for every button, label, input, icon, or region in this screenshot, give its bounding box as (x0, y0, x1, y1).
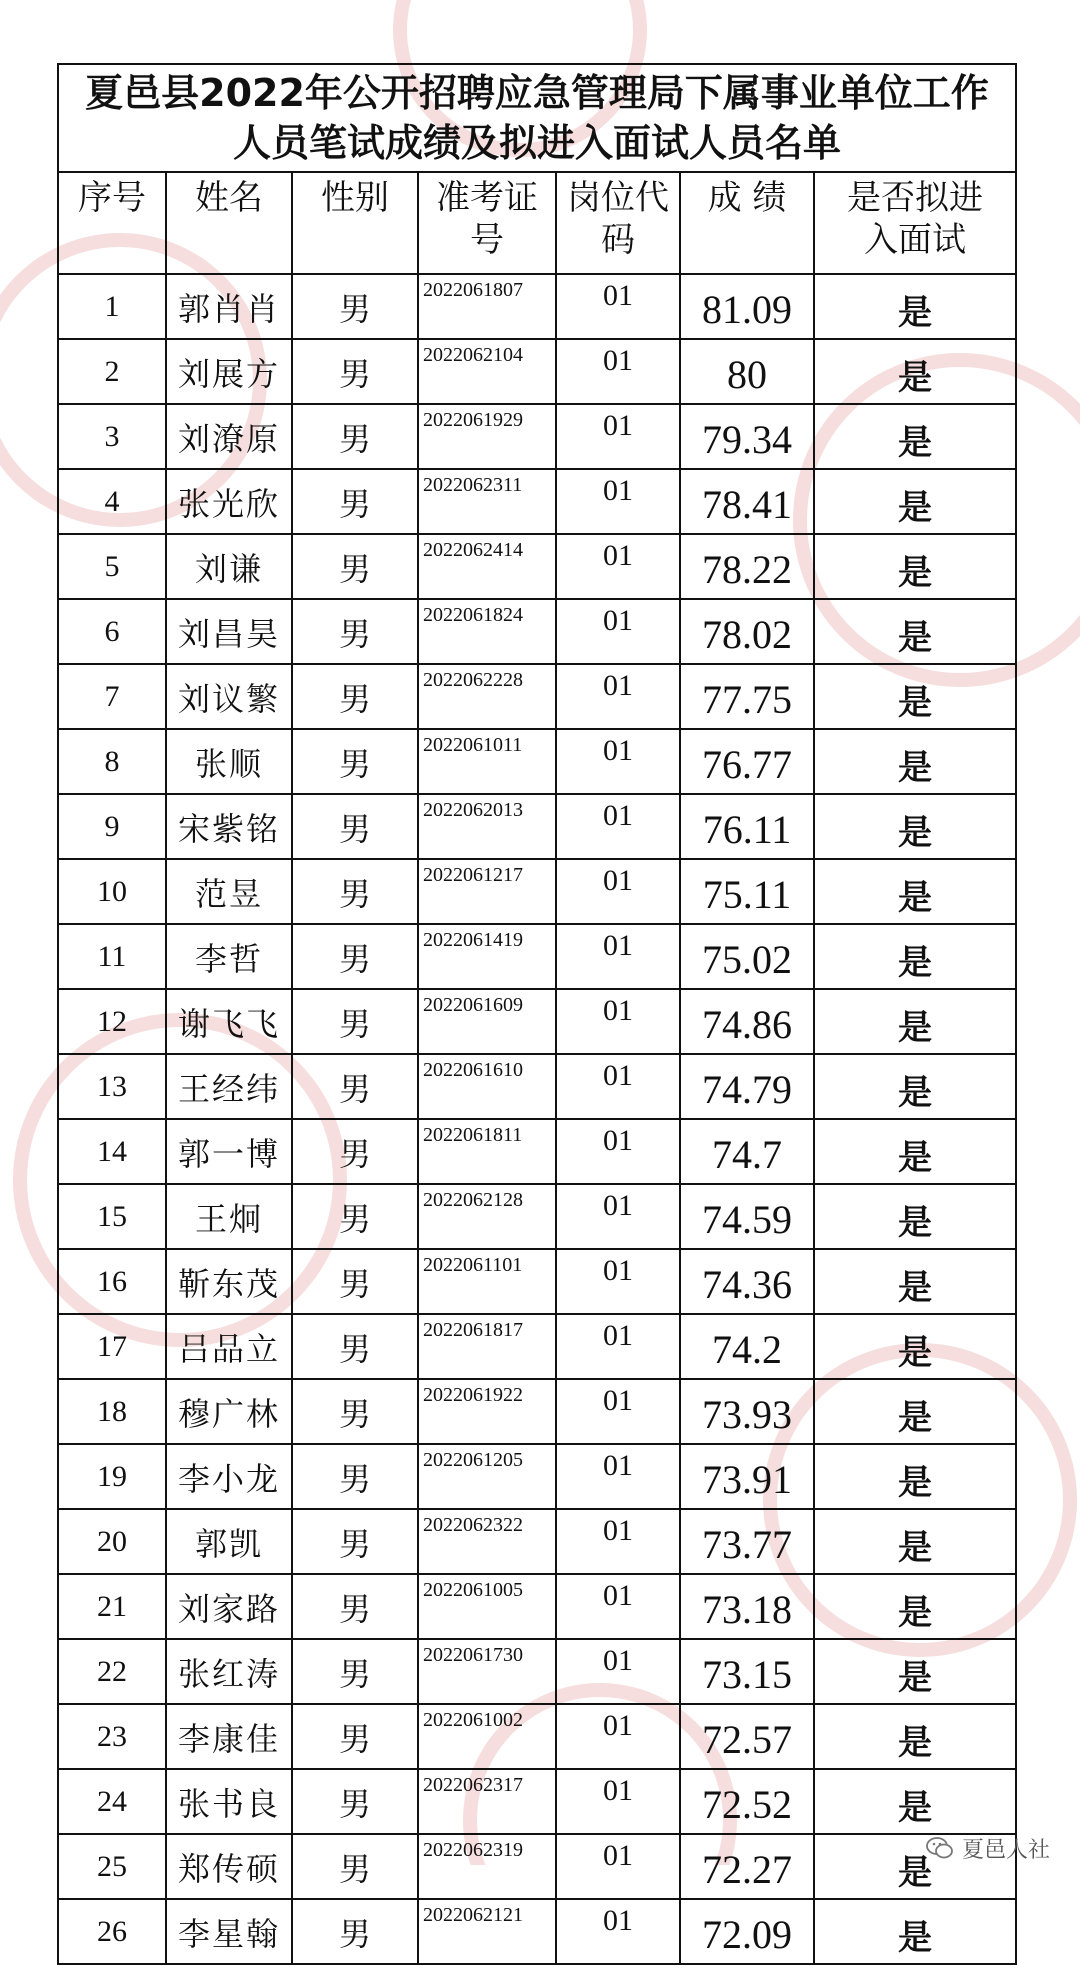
cell-name: 刘谦 (166, 534, 292, 599)
cell-interview: 是 (814, 469, 1016, 534)
cell-score: 72.09 (680, 1899, 814, 1964)
cell-exam-number: 2022061205 (418, 1444, 556, 1509)
cell-gender: 男 (292, 664, 418, 729)
cell-index: 25 (58, 1834, 166, 1899)
cell-index: 19 (58, 1444, 166, 1509)
cell-interview: 是 (814, 1834, 1016, 1899)
cell-score: 78.41 (680, 469, 814, 534)
cell-exam-number: 2022061922 (418, 1379, 556, 1444)
cell-index: 6 (58, 599, 166, 664)
cell-interview: 是 (814, 1119, 1016, 1184)
cell-post-code: 01 (556, 859, 680, 924)
cell-name: 刘议繁 (166, 664, 292, 729)
cell-interview: 是 (814, 924, 1016, 989)
cell-name: 范昱 (166, 859, 292, 924)
cell-exam-number: 2022061101 (418, 1249, 556, 1314)
cell-post-code: 01 (556, 794, 680, 859)
footer-brand-label: 夏邑人社 (961, 1837, 1050, 1863)
cell-name: 刘家路 (166, 1574, 292, 1639)
cell-exam-number: 2022061929 (418, 404, 556, 469)
cell-gender: 男 (292, 1444, 418, 1509)
cell-interview: 是 (814, 1639, 1016, 1704)
cell-score: 73.91 (680, 1444, 814, 1509)
cell-index: 3 (58, 404, 166, 469)
header-interview-line1: 是否拟进 (847, 178, 984, 218)
cell-gender: 男 (292, 1769, 418, 1834)
cell-gender: 男 (292, 339, 418, 404)
cell-post-code: 01 (556, 1314, 680, 1379)
cell-post-code: 01 (556, 1639, 680, 1704)
header-interview (814, 172, 1016, 274)
cell-interview: 是 (814, 1509, 1016, 1574)
cell-interview: 是 (814, 1899, 1016, 1964)
cell-name: 李星翰 (166, 1899, 292, 1964)
cell-score: 78.02 (680, 599, 814, 664)
cell-score: 74.7 (680, 1119, 814, 1184)
cell-interview: 是 (814, 1184, 1016, 1249)
table-row (58, 469, 1016, 534)
cell-score: 73.15 (680, 1639, 814, 1704)
cell-exam-number: 2022061005 (418, 1574, 556, 1639)
header-exam-number (418, 172, 556, 274)
cell-post-code: 01 (556, 924, 680, 989)
cell-index: 11 (58, 924, 166, 989)
cell-interview: 是 (814, 1574, 1016, 1639)
cell-exam-number: 2022062013 (418, 794, 556, 859)
cell-index: 1 (58, 274, 166, 339)
cell-exam-number: 2022062322 (418, 1509, 556, 1574)
cell-gender: 男 (292, 1379, 418, 1444)
cell-post-code: 01 (556, 1444, 680, 1509)
title-line-1: 夏邑县2022年公开招聘应急管理局下属事业单位工作 (85, 71, 989, 115)
cell-gender: 男 (292, 1119, 418, 1184)
cell-interview: 是 (814, 599, 1016, 664)
cell-post-code: 01 (556, 534, 680, 599)
cell-post-code: 01 (556, 1769, 680, 1834)
results-table (57, 63, 1017, 1965)
cell-name: 王炯 (166, 1184, 292, 1249)
cell-score: 76.11 (680, 794, 814, 859)
cell-post-code: 01 (556, 274, 680, 339)
cell-interview: 是 (814, 534, 1016, 599)
cell-name: 穆广林 (166, 1379, 292, 1444)
cell-interview: 是 (814, 339, 1016, 404)
cell-score: 77.75 (680, 664, 814, 729)
table-row (58, 1119, 1016, 1184)
cell-post-code: 01 (556, 1379, 680, 1444)
cell-name: 张红涛 (166, 1639, 292, 1704)
cell-exam-number: 2022062121 (418, 1899, 556, 1964)
cell-name: 李哲 (166, 924, 292, 989)
table-row (58, 1704, 1016, 1769)
cell-exam-number: 2022061817 (418, 1314, 556, 1379)
cell-index: 14 (58, 1119, 166, 1184)
cell-index: 4 (58, 469, 166, 534)
cell-index: 10 (58, 859, 166, 924)
header-interview-line2: 入面试 (864, 220, 967, 260)
table-row (58, 924, 1016, 989)
cell-interview: 是 (814, 1444, 1016, 1509)
table-row (58, 1834, 1016, 1899)
cell-gender: 男 (292, 1639, 418, 1704)
cell-gender: 男 (292, 534, 418, 599)
cell-index: 15 (58, 1184, 166, 1249)
cell-index: 9 (58, 794, 166, 859)
table-row (58, 1379, 1016, 1444)
cell-name: 李康佳 (166, 1704, 292, 1769)
cell-name: 王经纬 (166, 1054, 292, 1119)
cell-interview: 是 (814, 989, 1016, 1054)
cell-gender: 男 (292, 599, 418, 664)
cell-score: 75.11 (680, 859, 814, 924)
cell-name: 谢飞飞 (166, 989, 292, 1054)
table-row (58, 1054, 1016, 1119)
cell-index: 26 (58, 1899, 166, 1964)
cell-score: 72.57 (680, 1704, 814, 1769)
cell-index: 21 (58, 1574, 166, 1639)
cell-gender: 男 (292, 859, 418, 924)
cell-score: 75.02 (680, 924, 814, 989)
cell-interview: 是 (814, 794, 1016, 859)
cell-post-code: 01 (556, 599, 680, 664)
cell-score: 80 (680, 339, 814, 404)
cell-index: 13 (58, 1054, 166, 1119)
cell-gender: 男 (292, 1184, 418, 1249)
cell-exam-number: 2022061217 (418, 859, 556, 924)
cell-exam-number: 2022062228 (418, 664, 556, 729)
header-post-code-line1: 岗位代 (567, 178, 669, 218)
cell-gender: 男 (292, 794, 418, 859)
cell-gender: 男 (292, 274, 418, 339)
cell-gender: 男 (292, 1834, 418, 1899)
table-row (58, 1249, 1016, 1314)
cell-interview: 是 (814, 274, 1016, 339)
cell-index: 2 (58, 339, 166, 404)
cell-name: 郭肖肖 (166, 274, 292, 339)
cell-post-code: 01 (556, 339, 680, 404)
header-index: 序号 (58, 172, 166, 274)
cell-post-code: 01 (556, 1054, 680, 1119)
cell-score: 74.59 (680, 1184, 814, 1249)
cell-name: 刘潦原 (166, 404, 292, 469)
cell-post-code: 01 (556, 1834, 680, 1899)
cell-index: 7 (58, 664, 166, 729)
table-row (58, 1639, 1016, 1704)
cell-gender: 男 (292, 1249, 418, 1314)
cell-interview: 是 (814, 859, 1016, 924)
cell-index: 20 (58, 1509, 166, 1574)
table-row (58, 534, 1016, 599)
cell-exam-number: 2022061011 (418, 729, 556, 794)
cell-post-code: 01 (556, 1509, 680, 1574)
header-exam-number-line1: 准考证 (436, 178, 538, 218)
cell-score: 72.27 (680, 1834, 814, 1899)
cell-index: 22 (58, 1639, 166, 1704)
cell-score: 81.09 (680, 274, 814, 339)
cell-index: 17 (58, 1314, 166, 1379)
cell-post-code: 01 (556, 1899, 680, 1964)
cell-score: 73.93 (680, 1379, 814, 1444)
cell-exam-number: 2022061730 (418, 1639, 556, 1704)
cell-name: 郑传硕 (166, 1834, 292, 1899)
cell-score: 79.34 (680, 404, 814, 469)
cell-exam-number: 2022062311 (418, 469, 556, 534)
cell-name: 郭一博 (166, 1119, 292, 1184)
cell-interview: 是 (814, 664, 1016, 729)
results-sheet (57, 63, 1015, 1965)
header-exam-number-line2: 号 (470, 220, 504, 260)
cell-gender: 男 (292, 1899, 418, 1964)
cell-exam-number: 2022062414 (418, 534, 556, 599)
cell-name: 刘展方 (166, 339, 292, 404)
table-row (58, 1509, 1016, 1574)
cell-interview: 是 (814, 1314, 1016, 1379)
cell-name: 郭凯 (166, 1509, 292, 1574)
cell-score: 74.36 (680, 1249, 814, 1314)
cell-post-code: 01 (556, 664, 680, 729)
table-row (58, 794, 1016, 859)
cell-index: 12 (58, 989, 166, 1054)
title-line-2: 人员笔试成绩及拟进入面试人员名单 (233, 121, 842, 165)
cell-index: 8 (58, 729, 166, 794)
table-row (58, 859, 1016, 924)
header-gender: 性别 (292, 172, 418, 274)
cell-name: 吕品立 (166, 1314, 292, 1379)
table-row (58, 729, 1016, 794)
cell-post-code: 01 (556, 1574, 680, 1639)
wechat-icon (926, 1836, 954, 1860)
cell-post-code: 01 (556, 729, 680, 794)
cell-post-code: 01 (556, 404, 680, 469)
cell-post-code: 01 (556, 989, 680, 1054)
header-post-code-line2: 码 (601, 220, 635, 260)
cell-index: 23 (58, 1704, 166, 1769)
cell-gender: 男 (292, 404, 418, 469)
cell-interview: 是 (814, 1704, 1016, 1769)
header-row (58, 172, 1016, 274)
cell-score: 78.22 (680, 534, 814, 599)
cell-exam-number: 2022061002 (418, 1704, 556, 1769)
cell-name: 靳东茂 (166, 1249, 292, 1314)
cell-gender: 男 (292, 989, 418, 1054)
cell-exam-number: 2022061824 (418, 599, 556, 664)
table-row (58, 404, 1016, 469)
cell-gender: 男 (292, 1509, 418, 1574)
cell-interview: 是 (814, 1054, 1016, 1119)
header-name: 姓名 (166, 172, 292, 274)
header-score: 成 绩 (680, 172, 814, 274)
cell-post-code: 01 (556, 1249, 680, 1314)
header-post-code (556, 172, 680, 274)
cell-exam-number: 2022062317 (418, 1769, 556, 1834)
cell-exam-number: 2022061807 (418, 274, 556, 339)
cell-name: 刘昌昊 (166, 599, 292, 664)
cell-score: 74.79 (680, 1054, 814, 1119)
cell-interview: 是 (814, 1769, 1016, 1834)
table-row (58, 1769, 1016, 1834)
cell-gender: 男 (292, 469, 418, 534)
cell-exam-number: 2022061419 (418, 924, 556, 989)
cell-interview: 是 (814, 729, 1016, 794)
cell-name: 李小龙 (166, 1444, 292, 1509)
cell-score: 74.2 (680, 1314, 814, 1379)
cell-exam-number: 2022062104 (418, 339, 556, 404)
cell-exam-number: 2022061609 (418, 989, 556, 1054)
table-row (58, 274, 1016, 339)
cell-name: 张书良 (166, 1769, 292, 1834)
cell-index: 16 (58, 1249, 166, 1314)
cell-name: 张顺 (166, 729, 292, 794)
cell-gender: 男 (292, 1314, 418, 1379)
cell-score: 73.77 (680, 1509, 814, 1574)
cell-gender: 男 (292, 1704, 418, 1769)
table-body (58, 274, 1016, 1964)
cell-score: 74.86 (680, 989, 814, 1054)
cell-interview: 是 (814, 1249, 1016, 1314)
cell-post-code: 01 (556, 1184, 680, 1249)
cell-index: 5 (58, 534, 166, 599)
cell-exam-number: 2022061811 (418, 1119, 556, 1184)
cell-gender: 男 (292, 1574, 418, 1639)
cell-interview: 是 (814, 1379, 1016, 1444)
cell-post-code: 01 (556, 469, 680, 534)
cell-index: 24 (58, 1769, 166, 1834)
cell-exam-number: 2022061610 (418, 1054, 556, 1119)
cell-name: 宋紫铭 (166, 794, 292, 859)
table-row (58, 1899, 1016, 1964)
table-row (58, 1314, 1016, 1379)
cell-gender: 男 (292, 1054, 418, 1119)
cell-post-code: 01 (556, 1119, 680, 1184)
table-row (58, 599, 1016, 664)
cell-post-code: 01 (556, 1704, 680, 1769)
cell-score: 72.52 (680, 1769, 814, 1834)
table-row (58, 1184, 1016, 1249)
table-row (58, 1574, 1016, 1639)
cell-exam-number: 2022062128 (418, 1184, 556, 1249)
table-row (58, 664, 1016, 729)
cell-gender: 男 (292, 729, 418, 794)
cell-score: 76.77 (680, 729, 814, 794)
cell-interview: 是 (814, 404, 1016, 469)
table-row (58, 1444, 1016, 1509)
table-row (58, 989, 1016, 1054)
footer-brand (926, 1833, 1050, 1863)
cell-name: 张光欣 (166, 469, 292, 534)
cell-score: 73.18 (680, 1574, 814, 1639)
cell-index: 18 (58, 1379, 166, 1444)
table-row (58, 339, 1016, 404)
page-title (58, 64, 1016, 172)
cell-gender: 男 (292, 924, 418, 989)
cell-exam-number: 2022062319 (418, 1834, 556, 1899)
